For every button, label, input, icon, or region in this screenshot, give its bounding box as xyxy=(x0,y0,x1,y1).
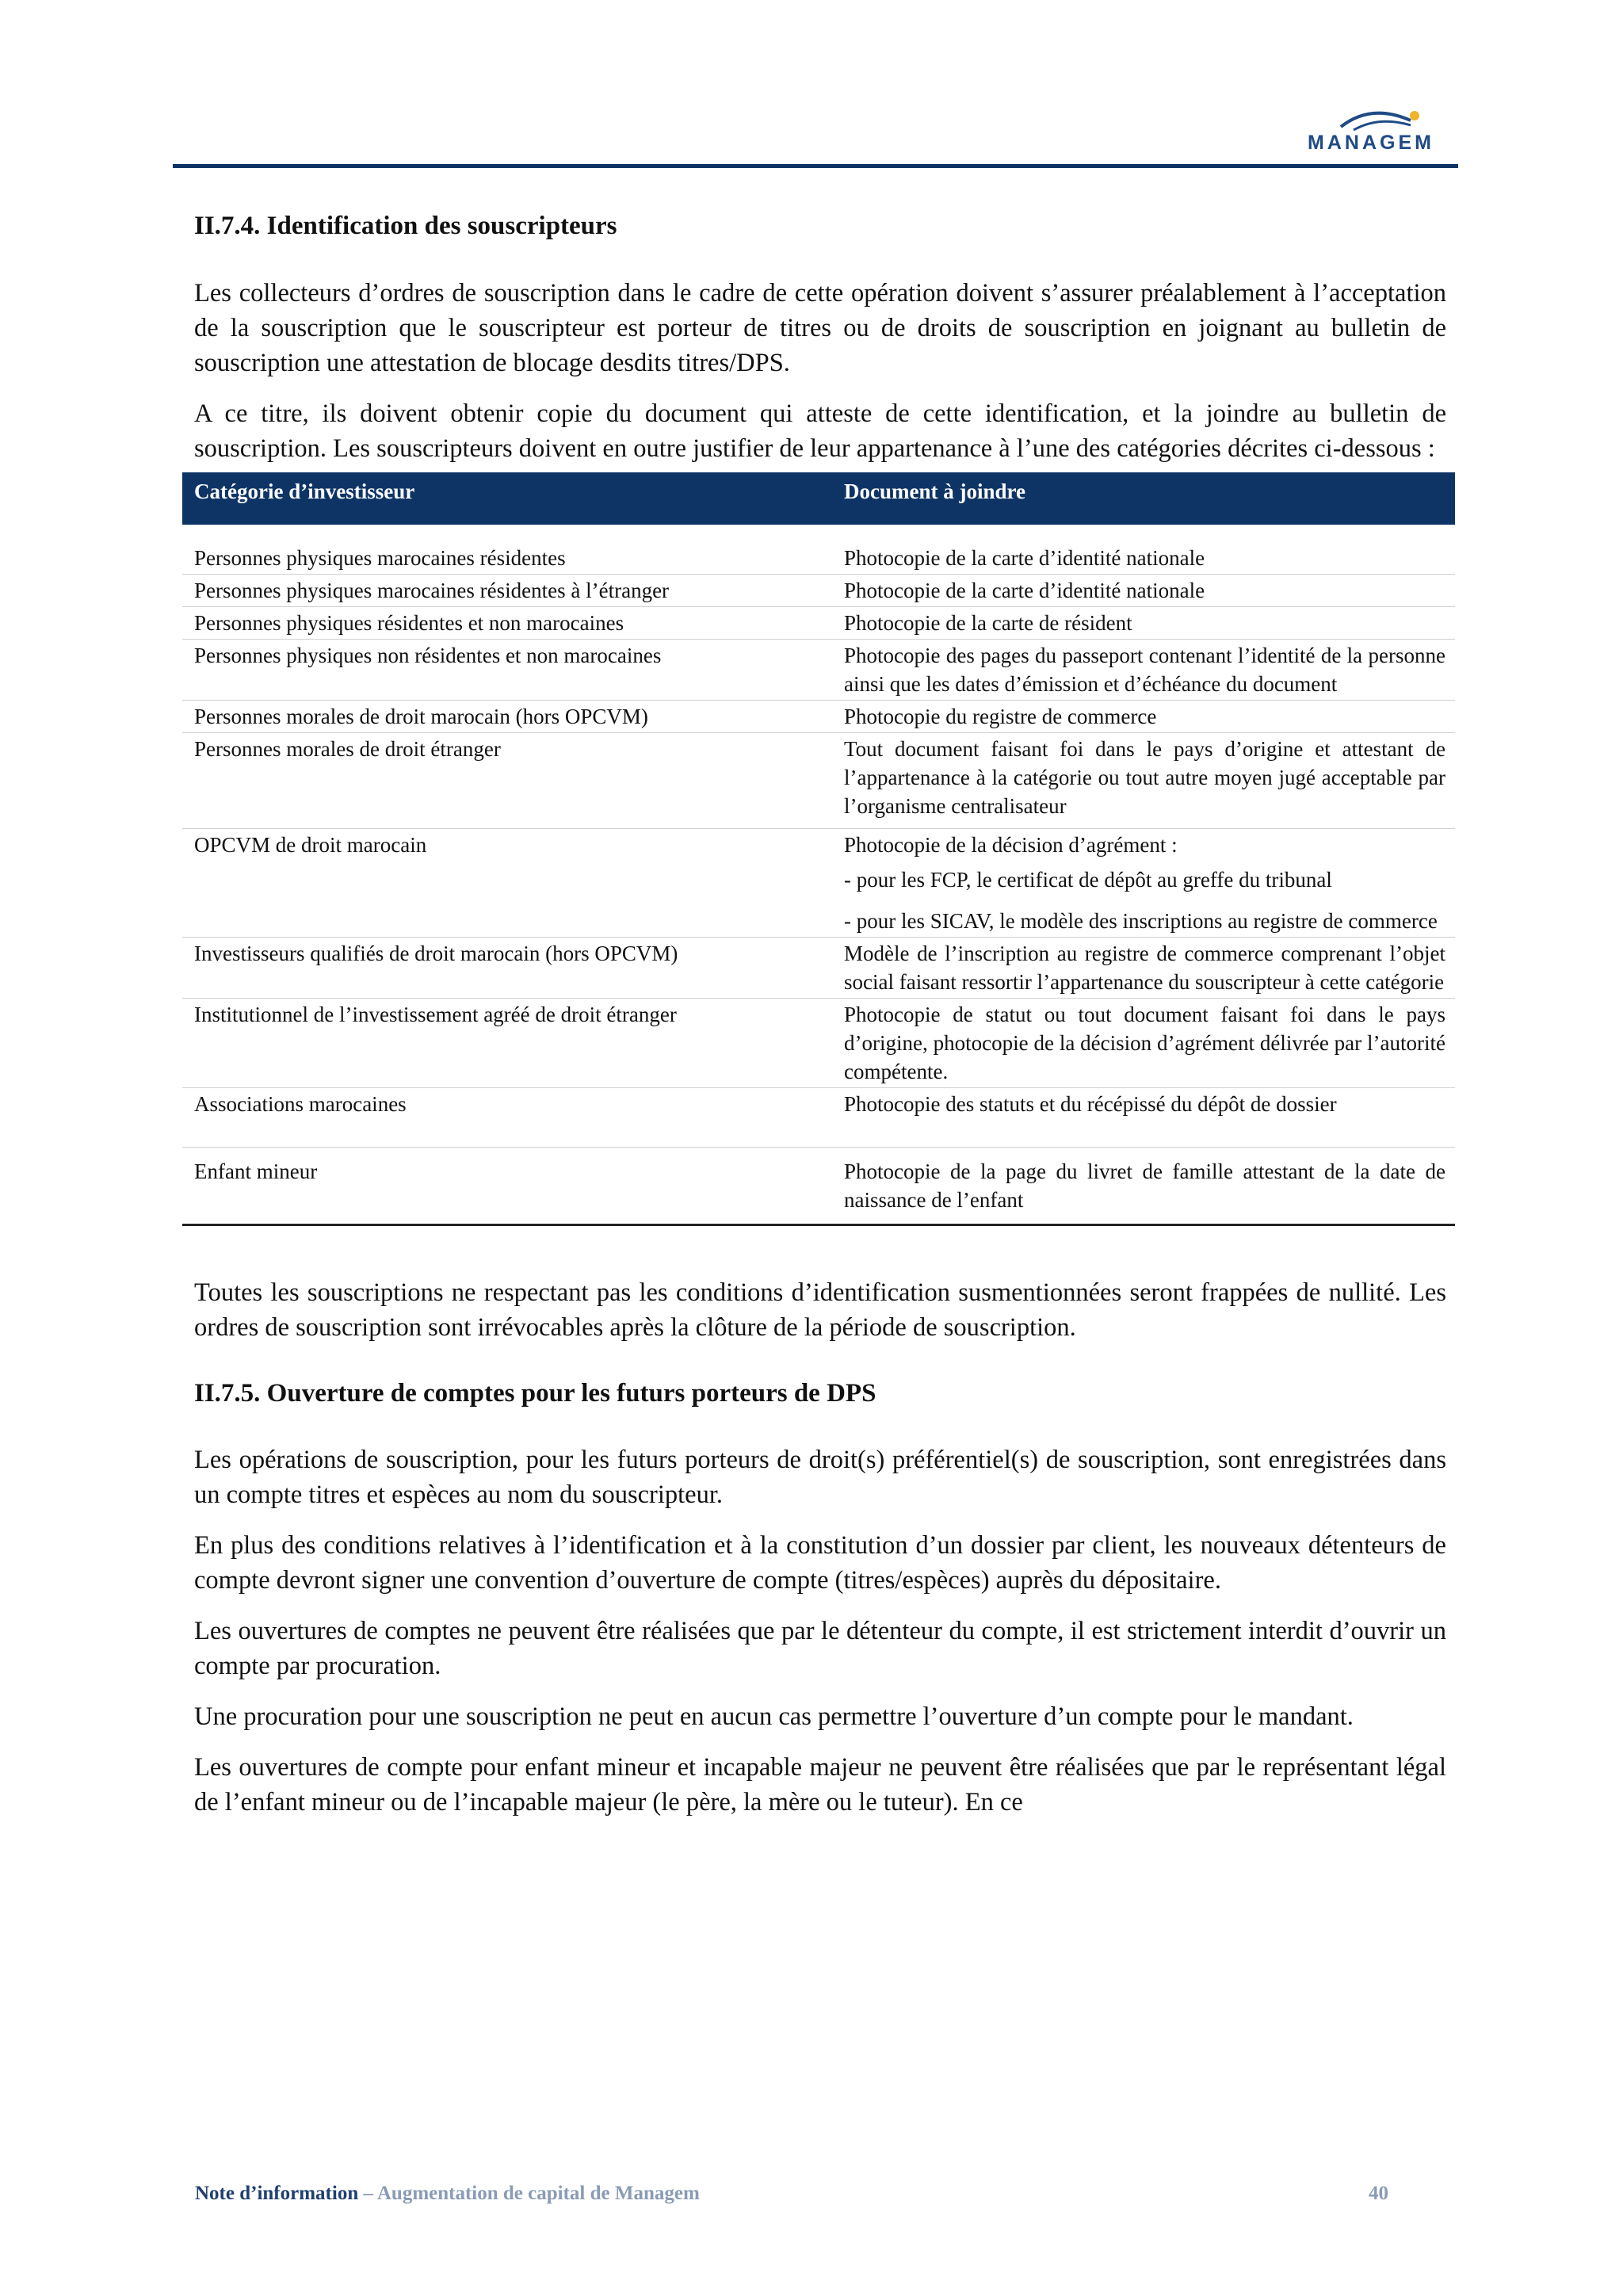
header-category: Catégorie d’investisseur xyxy=(182,472,832,532)
paragraph: Une procuration pour une souscription ne peut en aucun cas permettre l’ouverture d’un compte pour le mandant. xyxy=(194,1702,1354,1732)
table-row xyxy=(182,1087,1455,1147)
document-main: Photocopie de la décision d’agrément : xyxy=(844,832,1178,857)
document-cell: Photocopie de la carte d’identité nationale xyxy=(832,574,1455,606)
logo-text: MANAGEM xyxy=(1308,132,1434,154)
category-cell: Personnes physiques résidentes et non marocaines xyxy=(182,606,832,639)
table-row xyxy=(182,937,1455,998)
category-cell: Personnes morales de droit étranger xyxy=(182,732,832,828)
category-cell: Enfant mineur xyxy=(182,1147,832,1224)
table-row xyxy=(182,998,1455,1087)
document-cell: Photocopie de la page du livret de famille attestant de la date de naissance de l’enfant xyxy=(832,1147,1455,1224)
section-title-identification: II.7.4. Identification des souscripteurs xyxy=(194,212,617,240)
document-cell: Photocopie de statut ou tout document faisant foi dans le pays d’origine, photocopie de la décision d’agrément délivrée par l’autorité compétente. xyxy=(832,998,1455,1087)
table-row xyxy=(182,700,1455,732)
category-cell: Personnes physiques marocaines résidentes xyxy=(182,532,832,575)
table-row xyxy=(182,732,1455,828)
category-cell: Investisseurs qualifiés de droit marocain (hors OPCVM) xyxy=(182,937,832,998)
document-cell: Photocopie des statuts et du récépissé du dépôt de dossier xyxy=(832,1087,1455,1147)
paragraph: A ce titre, ils doivent obtenir copie du document qui atteste de cette identification, et la joindre au bulletin de souscription. Les souscripteurs doivent en outre justifier de leur appartenance à l’une des catégories décrites ci-dessous : xyxy=(194,399,1446,463)
footer-doc-type: Note d’information xyxy=(195,2183,359,2204)
investor-documents-table xyxy=(182,472,1455,1226)
header-rule xyxy=(173,164,1458,168)
category-cell: Associations marocaines xyxy=(182,1087,832,1147)
paragraph: Toutes les souscriptions ne respectant pas les conditions d’identification susmentionnées seront frappées de nullité. Les ordres de souscription sont irrévocables après la clôture de la période de souscription. xyxy=(194,1278,1446,1342)
header-document: Document à joindre xyxy=(832,472,1455,532)
document-cell: Photocopie de la carte de résident xyxy=(832,606,1455,639)
table-row xyxy=(182,639,1455,700)
category-cell: Institutionnel de l’investissement agréé de droit étranger xyxy=(182,998,832,1087)
category-cell: Personnes morales de droit marocain (hors OPCVM) xyxy=(182,700,832,732)
category-cell: Personnes physiques marocaines résidentes à l’étranger xyxy=(182,574,832,606)
table-row xyxy=(182,1147,1455,1224)
section-title-account-opening: II.7.5. Ouverture de comptes pour les futurs porteurs de DPS xyxy=(194,1378,876,1408)
managem-logo xyxy=(1292,103,1450,159)
paragraph: Les ouvertures de comptes ne peuvent être réalisées que par le détenteur du compte, il est strictement interdit d’ouvrir un compte par procuration. xyxy=(194,1617,1446,1681)
page-footer xyxy=(195,2183,1388,2205)
paragraph: Les collecteurs d’ordres de souscription dans le cadre de cette opération doivent s’assurer préalablement à l’acceptation de la souscription que le souscripteur est porteur de titres ou de droits de souscription en joignant au bulletin de souscription une attestation de blocage desdits titres/DPS. xyxy=(194,278,1446,377)
document-cell: Photocopie du registre de commerce xyxy=(832,700,1455,732)
table-row xyxy=(182,606,1455,639)
logo-arc-icon xyxy=(1292,103,1450,135)
table-row xyxy=(182,532,1455,575)
table-row xyxy=(182,828,1455,937)
document-subline: - pour les FCP, le certificat de dépôt au greffe du tribunal xyxy=(844,867,1332,892)
footer-doc-title: – Augmentation de capital de Managem xyxy=(358,2183,700,2204)
document-cell: Photocopie de la carte d’identité nationale xyxy=(832,532,1455,575)
paragraph: Les ouvertures de compte pour enfant mineur et incapable majeur ne peuvent être réalisées que par le représentant légal de l’enfant mineur ou de l’incapable majeur (le père, la mère ou le tuteur). En ce xyxy=(194,1753,1446,1817)
category-cell: Personnes physiques non résidentes et non marocaines xyxy=(182,639,832,700)
document-cell: Modèle de l’inscription au registre de commerce comprenant l’objet social faisant ressortir l’appartenance du souscripteur à cette catégorie xyxy=(832,937,1455,998)
page-content xyxy=(194,211,1446,1836)
page-number: 40 xyxy=(1369,2183,1388,2204)
document-cell: Tout document faisant foi dans le pays d’origine et attestant de l’appartenance à la catégorie ou tout autre moyen jugé acceptable par l’organisme centralisateur xyxy=(832,732,1455,828)
document-subline: - pour les SICAV, le modèle des inscriptions au registre de commerce xyxy=(844,908,1438,933)
table-header-row xyxy=(182,472,1455,532)
document-cell xyxy=(832,828,1455,937)
document-cell: Photocopie des pages du passeport contenant l’identité de la personne ainsi que les dates d’émission et d’échéance du document xyxy=(832,639,1455,700)
category-cell: OPCVM de droit marocain xyxy=(182,828,832,937)
table-row xyxy=(182,574,1455,606)
paragraph: En plus des conditions relatives à l’identification et à la constitution d’un dossier par client, les nouveaux détenteurs de compte devront signer une convention d’ouverture de compte (titres/espèces) auprès du dépositaire. xyxy=(194,1531,1446,1595)
paragraph: Les opérations de souscription, pour les futurs porteurs de droit(s) préférentiel(s) de souscription, sont enregistrées dans un compte titres et espèces au nom du souscripteur. xyxy=(194,1446,1446,1510)
